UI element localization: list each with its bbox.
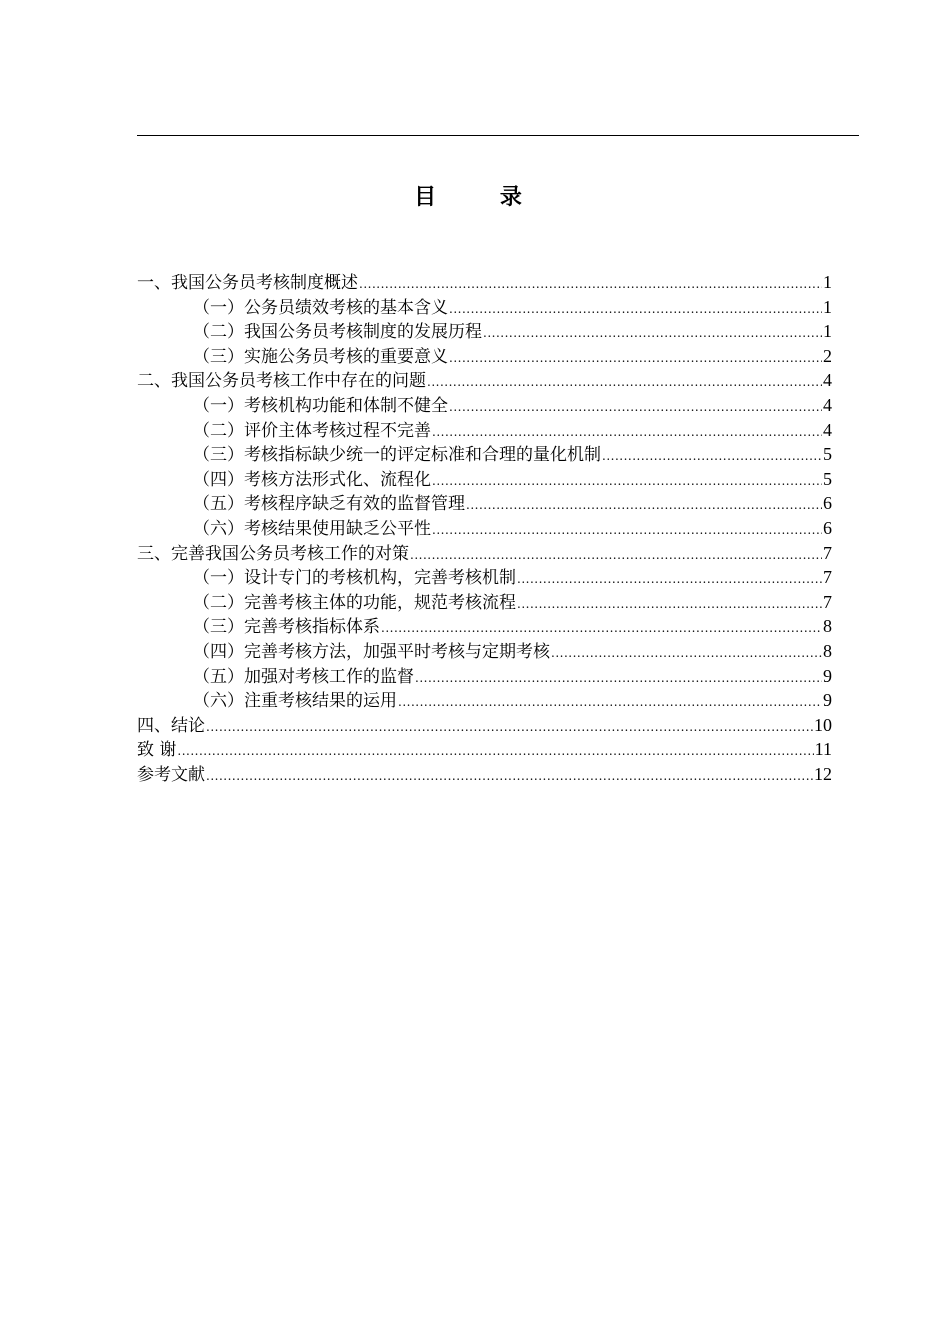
toc-entry[interactable] [137,639,832,664]
toc-entry[interactable] [137,713,832,738]
toc-entry[interactable] [137,467,832,492]
toc-page-number: 1 [823,296,832,317]
toc-page-number: 8 [823,616,832,637]
toc-dot-leader [427,370,822,395]
toc-entry[interactable] [137,664,832,689]
toc-entry-label: （一）设计专门的考核机构，完善考核机制 [193,568,516,589]
toc-dot-leader [602,444,822,469]
toc-entry-label: 四、结论 [137,715,205,736]
toc-entry[interactable] [137,368,832,393]
toc-page-number: 5 [823,468,832,489]
toc-entry-label: （二）评价主体考核过程不完善 [193,420,431,441]
toc-entry[interactable] [137,516,832,541]
toc-dot-leader [449,395,822,420]
toc-entry[interactable] [137,491,832,516]
toc-dot-leader [359,272,822,297]
toc-page-number: 5 [823,444,832,465]
toc-dot-leader [517,592,822,617]
toc-entry[interactable] [137,295,832,320]
toc-page-number: 12 [814,763,832,784]
toc-page-number: 9 [823,690,832,711]
toc-entry[interactable] [137,541,832,566]
toc-page-number: 4 [823,419,832,440]
toc-entry-label: （四）考核方法形式化、流程化 [193,469,431,490]
toc-entry-label: （六）注重考核结果的运用 [193,691,397,712]
toc-page-number: 9 [823,665,832,686]
toc-entry-label: （六）考核结果使用缺乏公平性 [193,518,431,539]
toc-entry-label: （三）完善考核指标体系 [193,617,380,638]
toc-dot-leader [206,715,813,740]
toc-entry-label: （二）完善考核主体的功能，规范考核流程 [193,592,516,613]
toc-entry-label: （一）考核机构功能和体制不健全 [193,395,448,416]
toc-dot-leader [551,641,822,666]
table-of-contents [137,270,832,786]
toc-entry[interactable] [137,688,832,713]
toc-dot-leader [432,420,822,445]
toc-entry-label: 一、我国公务员考核制度概述 [137,273,358,293]
toc-dot-leader [466,493,822,518]
toc-entry-label: （五）考核程序缺乏有效的监督管理 [193,494,465,515]
toc-page-number: 2 [823,345,832,366]
toc-entry-label: 二、我国公务员考核工作中存在的问题 [137,371,426,392]
header-rule [137,135,859,136]
toc-entry[interactable] [137,319,832,344]
toc-page-number: 7 [823,567,832,588]
toc-page-number: 7 [823,542,832,563]
toc-entry-label: （五）加强对考核工作的监督 [193,666,414,687]
toc-entry[interactable] [137,393,832,418]
toc-page-number: 6 [823,517,832,538]
toc-entry-label: （三）实施公务员考核的重要意义 [193,346,448,367]
toc-entry-label: （一）公务员绩效考核的基本含义 [193,297,448,318]
toc-page-number: 8 [823,640,832,661]
toc-dot-leader [381,616,822,641]
toc-entry-label: （三）考核指标缺少统一的评定标准和合理的量化机制 [193,445,601,466]
toc-page-number: 4 [823,394,832,415]
toc-page-number: 4 [823,370,832,391]
toc-entry-label: 三、完善我国公务员考核工作的对策 [137,543,409,564]
toc-page-number: 1 [823,321,832,342]
toc-entry[interactable] [137,565,832,590]
toc-entry-label: 参考文献 [137,764,205,785]
toc-entry-label: （四）完善考核方法，加强平时考核与定期考核 [193,641,550,662]
toc-entry[interactable] [137,737,832,762]
toc-title: 目 录 [414,185,550,210]
toc-entry[interactable] [137,762,832,787]
toc-page-number: 1 [823,272,832,292]
toc-dot-leader [449,297,822,322]
toc-page-number: 6 [823,493,832,514]
toc-page-number: 11 [814,739,832,760]
toc-dot-leader [432,518,822,543]
toc-page-number: 10 [814,714,832,735]
toc-entry-label: 致 谢 [137,740,177,761]
toc-dot-leader [517,567,822,592]
toc-entry[interactable] [137,614,832,639]
toc-entry[interactable] [137,270,832,295]
toc-dot-leader [177,739,813,764]
toc-dot-leader [483,321,822,346]
toc-entry-label: （二）我国公务员考核制度的发展历程 [193,322,482,343]
toc-page-number: 7 [823,591,832,612]
toc-entry[interactable] [137,418,832,443]
toc-dot-leader [415,666,822,691]
toc-dot-leader [432,469,822,494]
toc-dot-leader [449,346,822,371]
toc-dot-leader [410,543,822,568]
toc-entry[interactable] [137,442,832,467]
toc-entry[interactable] [137,590,832,615]
toc-dot-leader [206,764,813,789]
toc-entry[interactable] [137,344,832,369]
toc-dot-leader [398,690,822,715]
